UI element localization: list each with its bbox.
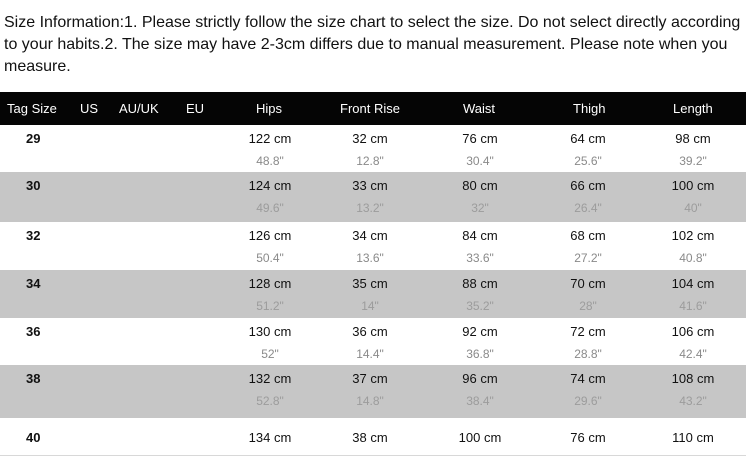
length-inch: 40.8" — [679, 251, 707, 265]
length-inch: 40" — [684, 201, 702, 215]
tag-size-value: 40 — [26, 430, 41, 445]
front-rise-inch: 14.4" — [356, 347, 384, 361]
size-information-text: Size Information:1. Please strictly follow the size chart to select the size. Do not select directly according to your habits.2. The size may have 2-3cm differs due to manual measurement. Please note when you measure. — [4, 14, 741, 75]
col-hips: Hips — [256, 101, 283, 116]
tag-size-value: 29 — [26, 131, 41, 146]
thigh-inch: 27.2" — [574, 251, 602, 265]
hips-cm: 132 cm — [248, 371, 292, 386]
thigh-inch: 28.8" — [574, 347, 602, 361]
waist-inch: 36.8" — [466, 347, 494, 361]
waist-inch: 30.4" — [466, 154, 494, 168]
hips-inch: 51.2" — [256, 299, 284, 313]
thigh-inch: 28" — [579, 299, 597, 313]
front-rise-inch: 13.6" — [356, 251, 384, 265]
col-thigh: Thigh — [573, 101, 606, 116]
front-rise-inch: 14.8" — [356, 394, 384, 408]
col-tag-size: Tag Size — [7, 101, 57, 116]
col-eu: EU — [186, 101, 205, 116]
length-cm: 98 cm — [675, 131, 711, 146]
thigh-inch: 25.6" — [574, 154, 602, 168]
table-bottom-divider — [0, 455, 746, 456]
hips-cm: 134 cm — [248, 430, 292, 445]
thigh-cm: 70 cm — [570, 276, 606, 291]
front-rise-cm: 38 cm — [352, 430, 388, 445]
length-cm: 100 cm — [671, 178, 715, 193]
table-row — [0, 125, 746, 172]
table-row — [0, 270, 746, 318]
hips-inch: 48.8" — [256, 154, 284, 168]
table-row — [0, 318, 746, 365]
front-rise-cm: 35 cm — [352, 276, 388, 291]
length-cm: 104 cm — [671, 276, 715, 291]
tag-size-value: 36 — [26, 324, 41, 339]
front-rise-cm: 36 cm — [352, 324, 388, 339]
hips-inch: 52" — [261, 347, 279, 361]
length-cm: 102 cm — [671, 228, 715, 243]
table-row — [0, 418, 746, 455]
thigh-cm: 76 cm — [570, 430, 606, 445]
thigh-inch: 26.4" — [574, 201, 602, 215]
thigh-cm: 74 cm — [570, 371, 606, 386]
col-us: US — [80, 101, 99, 116]
waist-cm: 76 cm — [462, 131, 498, 146]
waist-cm: 84 cm — [462, 228, 498, 243]
front-rise-cm: 34 cm — [352, 228, 388, 243]
length-cm: 106 cm — [671, 324, 715, 339]
hips-inch: 50.4" — [256, 251, 284, 265]
waist-inch: 33.6" — [466, 251, 494, 265]
waist-cm: 88 cm — [462, 276, 498, 291]
hips-cm: 126 cm — [248, 228, 292, 243]
waist-cm: 96 cm — [462, 371, 498, 386]
length-cm: 110 cm — [672, 430, 714, 445]
front-rise-inch: 14" — [361, 299, 379, 313]
front-rise-inch: 12.8" — [356, 154, 384, 168]
thigh-cm: 68 cm — [570, 228, 606, 243]
thigh-cm: 64 cm — [570, 131, 606, 146]
tag-size-value: 38 — [26, 371, 41, 386]
length-inch: 42.4" — [679, 347, 707, 361]
tag-size-value: 32 — [26, 228, 41, 243]
front-rise-inch: 13.2" — [356, 201, 384, 215]
length-cm: 108 cm — [671, 371, 715, 386]
table-row — [0, 365, 746, 418]
col-length: Length — [673, 101, 713, 116]
front-rise-cm: 37 cm — [352, 371, 388, 386]
waist-cm: 100 cm — [458, 430, 502, 445]
table-row — [0, 222, 746, 270]
waist-cm: 80 cm — [462, 178, 498, 193]
hips-inch: 52.8" — [256, 394, 284, 408]
length-inch: 41.6" — [679, 299, 707, 313]
waist-inch: 35.2" — [466, 299, 494, 313]
hips-cm: 130 cm — [248, 324, 292, 339]
hips-inch: 49.6" — [256, 201, 284, 215]
waist-cm: 92 cm — [462, 324, 498, 339]
col-front-rise: Front Rise — [340, 101, 400, 116]
tag-size-value: 30 — [26, 178, 41, 193]
hips-cm: 124 cm — [248, 178, 292, 193]
front-rise-cm: 33 cm — [352, 178, 388, 193]
hips-cm: 122 cm — [248, 131, 292, 146]
table-row — [0, 172, 746, 222]
tag-size-value: 34 — [26, 276, 41, 291]
col-au-uk: AU/UK — [119, 101, 159, 116]
size-table-header — [0, 92, 746, 125]
length-inch: 43.2" — [679, 394, 707, 408]
waist-inch: 32" — [471, 201, 489, 215]
front-rise-cm: 32 cm — [352, 131, 388, 146]
thigh-cm: 72 cm — [570, 324, 606, 339]
waist-inch: 38.4" — [466, 394, 494, 408]
col-waist: Waist — [463, 101, 496, 116]
thigh-cm: 66 cm — [570, 178, 606, 193]
thigh-inch: 29.6" — [574, 394, 602, 408]
length-inch: 39.2" — [679, 154, 707, 168]
hips-cm: 128 cm — [248, 276, 292, 291]
